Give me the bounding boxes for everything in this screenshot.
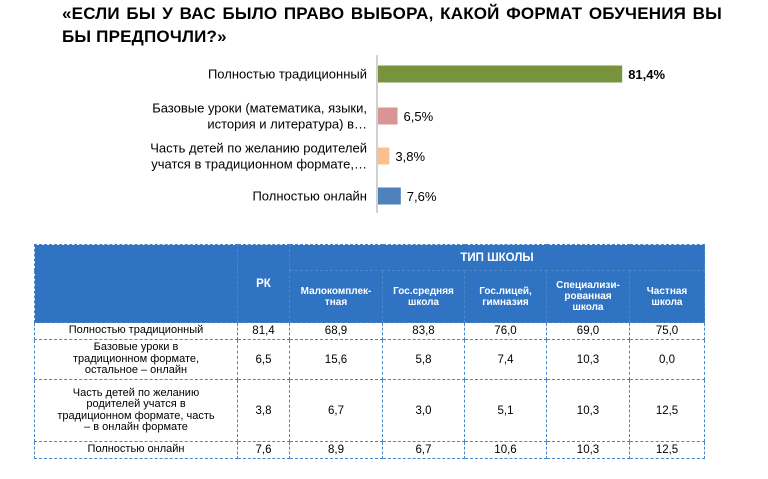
chart-bar: [378, 66, 622, 83]
table-cell: 75,0: [630, 323, 705, 340]
table-cell: 68,9: [290, 323, 383, 340]
rk-value: 6,5: [238, 340, 290, 380]
bar-chart: [0, 55, 768, 215]
table-cell: 12,5: [630, 442, 705, 459]
table-cell: 76,0: [465, 323, 547, 340]
school-type-header: Гос.средняя школа: [383, 271, 465, 323]
table-cell: 10,3: [547, 340, 630, 380]
table-cell: 12,5: [630, 380, 705, 442]
table-cell: 6,7: [290, 380, 383, 442]
table-cell: 10,6: [465, 442, 547, 459]
table-cell: 8,9: [290, 442, 383, 459]
row-label: Полностью онлайн: [35, 442, 238, 459]
chart-category-label: история и литература) в…: [207, 116, 367, 132]
table-cell: 3,0: [383, 380, 465, 442]
chart-value-label: 3,8%: [395, 149, 426, 164]
table-cell: 69,0: [547, 323, 630, 340]
chart-category-label: учатся в традиционном формате,…: [151, 156, 367, 172]
chart-value-label: 7,6%: [406, 189, 437, 204]
table-cell: 10,3: [547, 442, 630, 459]
table-row: [35, 340, 705, 380]
chart-bar: [378, 148, 389, 165]
school-type-table: [34, 244, 705, 459]
chart-value-label: 6,5%: [403, 109, 434, 124]
school-type-header: Гос.лицей, гимназия: [465, 271, 547, 323]
table-cell: 83,8: [383, 323, 465, 340]
table-cell: 6,7: [383, 442, 465, 459]
chart-bar: [378, 188, 401, 205]
chart-bar: [378, 108, 398, 125]
table-cell: 0,0: [630, 340, 705, 380]
rk-header: РК: [238, 245, 290, 323]
rk-value: 3,8: [238, 380, 290, 442]
rk-value: 81,4: [238, 323, 290, 340]
row-label: Базовые уроки в традиционном формате, остальное – онлайн: [35, 340, 238, 380]
chart-category-label: Базовые уроки (математика, языки,: [152, 100, 367, 116]
row-label: Часть детей по желанию родителей учатся в традиционном формате, часть – в онлайн формате: [35, 380, 238, 442]
table-cell: 7,4: [465, 340, 547, 380]
table-row: [35, 323, 705, 340]
chart-value-label: 81,4%: [628, 67, 666, 82]
table-body: [35, 323, 705, 459]
table-cell: 15,6: [290, 340, 383, 380]
table-cell: 5,8: [383, 340, 465, 380]
school-type-group-header: ТИП ШКОЛЫ: [290, 245, 705, 271]
table-row: [35, 442, 705, 459]
chart-category-label: Полностью традиционный: [207, 66, 367, 82]
table-corner-header: [35, 245, 238, 323]
row-label: Полностью традиционный: [35, 323, 238, 340]
chart-category-label: Полностью онлайн: [252, 188, 367, 204]
school-type-header: Малокомплек- тная: [290, 271, 383, 323]
school-type-header: Специализи- рованная школа: [547, 271, 630, 323]
table-cell: 5,1: [465, 380, 547, 442]
rk-value: 7,6: [238, 442, 290, 459]
chart-category-label: Часть детей по желанию родителей: [150, 140, 367, 156]
school-type-header: Частная школа: [630, 271, 705, 323]
page-title: «ЕСЛИ БЫ У ВАС БЫЛО ПРАВО ВЫБОРА, КАКОЙ ФОРМАТ ОБУЧЕНИЯ ВЫ БЫ ПРЕДПОЧЛИ?»: [62, 4, 722, 46]
table-cell: 10,3: [547, 380, 630, 442]
table-row: [35, 380, 705, 442]
